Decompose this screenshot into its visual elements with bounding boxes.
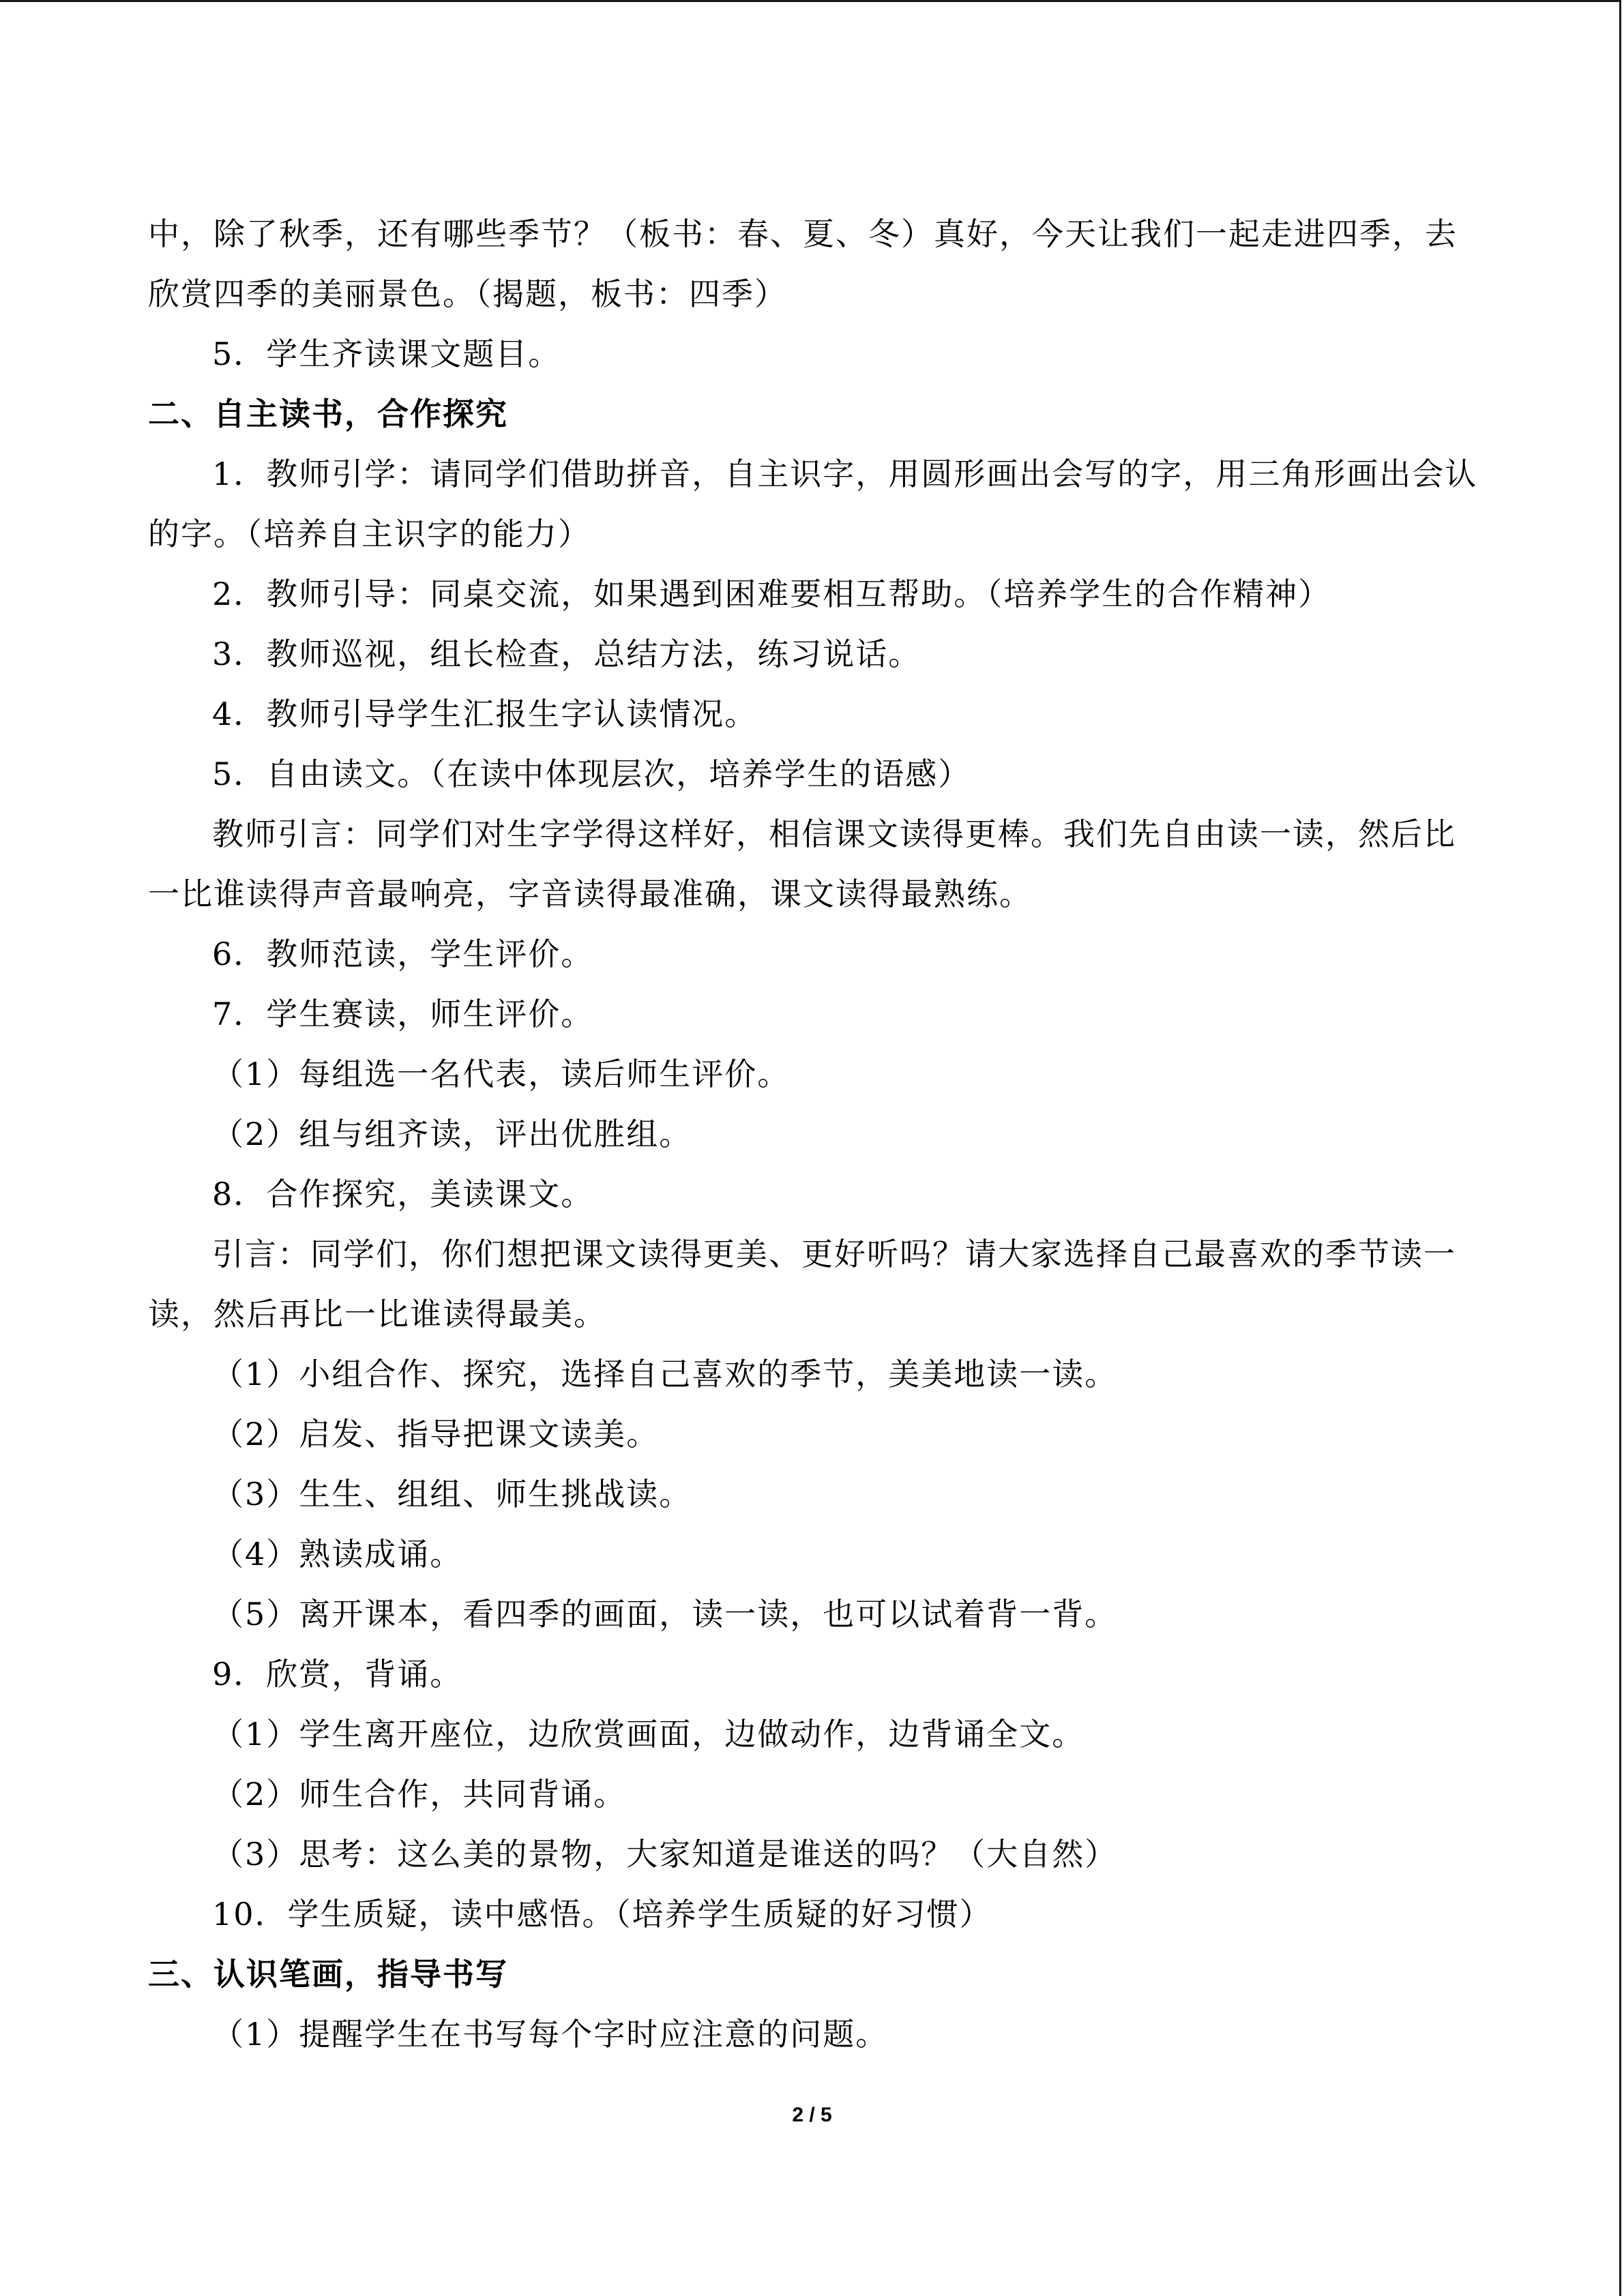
text-line: 读，然后再比一比谁读得最美。 — [148, 1296, 606, 1332]
list-item: 6．教师范读，学生评价。 — [212, 936, 594, 972]
sub-list-item: （1）小组合作、探究，选择自己喜欢的季节，美美地读一读。 — [212, 1356, 1118, 1392]
text-line: 一比谁读得声音最响亮，字音读得最准确，课文读得最熟练。 — [148, 876, 1032, 912]
list-item: 4．教师引导学生汇报生字认读情况。 — [212, 696, 758, 732]
page-number: 2 / 5 — [792, 2104, 832, 2126]
document-body — [148, 204, 1485, 2064]
sub-list-item: （1）每组选一名代表，读后师生评价。 — [212, 1056, 791, 1092]
list-item: 8．合作探究，美读课文。 — [212, 1176, 594, 1212]
list-item: 10．学生质疑，读中感悟。（培养学生质疑的好习惯） — [212, 1896, 992, 1933]
sub-list-item: （5）离开课本，看四季的画面，读一读，也可以试着背一背。 — [212, 1596, 1118, 1632]
list-item: 5．自由读文。（在读中体现层次，培养学生的语感） — [212, 756, 971, 792]
sub-list-item: （3）生生、组组、师生挑战读。 — [212, 1476, 692, 1512]
paragraph-line: 教师引言：同学们对生字学得这样好，相信课文读得更棒。我们先自由读一读，然后比 — [212, 816, 1456, 852]
text-line: 的字。（培养自主识字的能力） — [148, 516, 591, 552]
sub-list-item: （4）熟读成诵。 — [212, 1536, 463, 1572]
sub-list-item: （3）思考：这么美的景物，大家知道是谁送的吗？（大自然） — [212, 1836, 1118, 1873]
section-heading: 三、认识笔画，指导书写 — [148, 1956, 508, 1993]
list-item: 1．教师引学：请同学们借助拼音，自主识字，用圆形画出会写的字，用三角形画出会认 — [212, 456, 1478, 492]
list-item: 3．教师巡视，组长检查，总结方法，练习说话。 — [212, 636, 921, 672]
list-item: 7．学生赛读，师生评价。 — [212, 996, 594, 1032]
sub-list-item: （1）提醒学生在书写每个字时应注意的问题。 — [212, 2016, 889, 2053]
list-item: 5．学生齐读课文题目。 — [212, 336, 561, 372]
sub-list-item: （2）启发、指导把课文读美。 — [212, 1416, 660, 1452]
text-line: 欣赏四季的美丽景色。（揭题，板书：四季） — [148, 275, 787, 312]
sub-list-item: （2）师生合作，共同背诵。 — [212, 1776, 627, 1813]
section-heading: 二、自主读书，合作探究 — [148, 396, 508, 432]
sub-list-item: （1）学生离开座位，边欣赏画面，边做动作，边背诵全文。 — [212, 1716, 1085, 1753]
paragraph-line: 引言：同学们，你们想把课文读得更美、更好听吗？请大家选择自己最喜欢的季节读一 — [212, 1236, 1456, 1272]
text-line: 中，除了秋季，还有哪些季节？（板书：春、夏、冬）真好，今天让我们一起走进四季，去 — [148, 215, 1458, 252]
sub-list-item: （2）组与组齐读，评出优胜组。 — [212, 1116, 692, 1152]
list-item: 2．教师引导：同桌交流，如果遇到困难要相互帮助。（培养学生的合作精神） — [212, 576, 1331, 612]
list-item: 9．欣赏，背诵。 — [212, 1656, 463, 1693]
